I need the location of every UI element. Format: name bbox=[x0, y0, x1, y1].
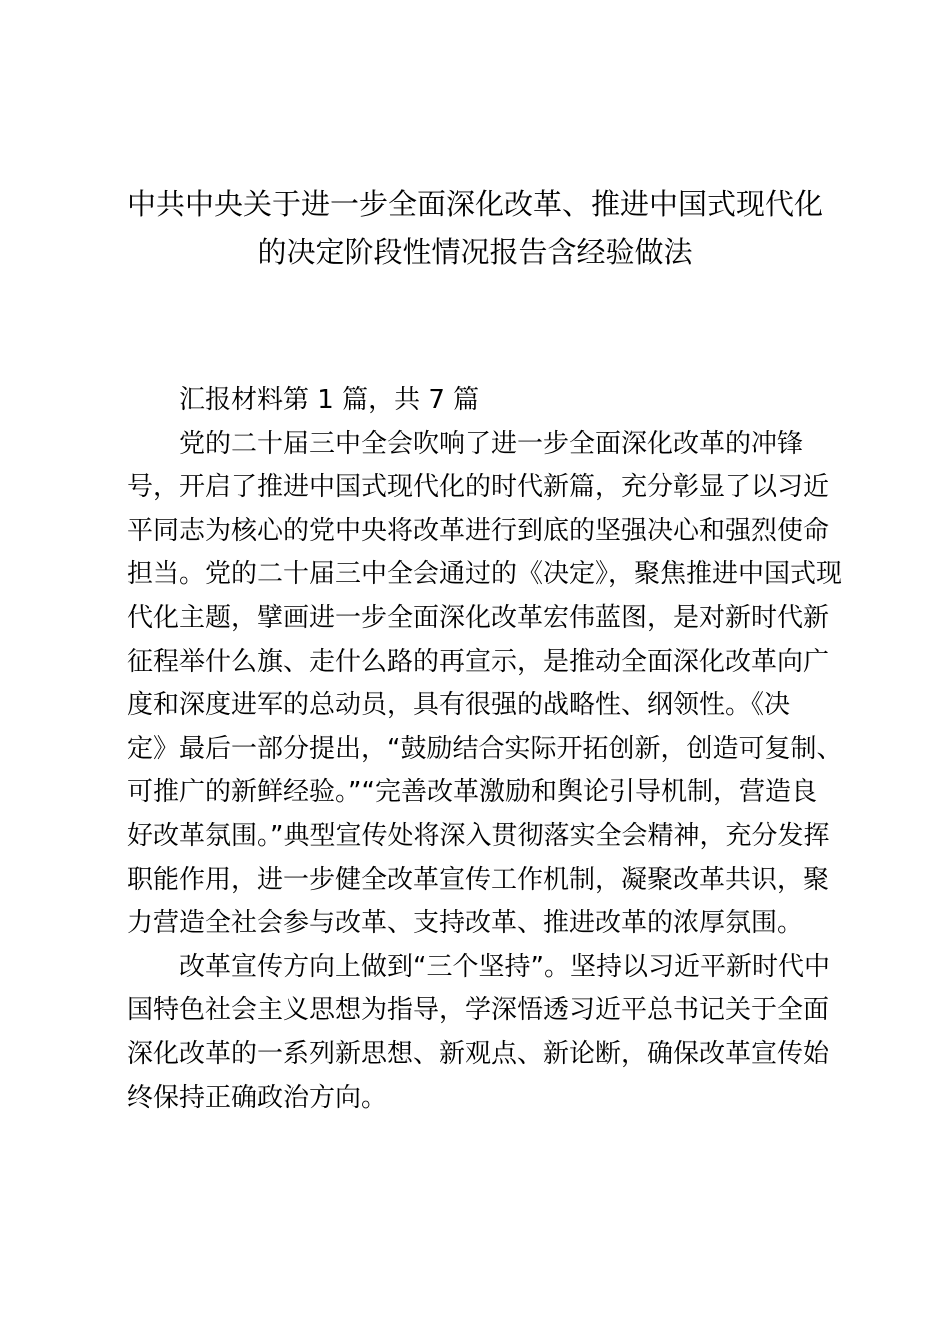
paragraph-line: 度和深度进军的总动员，具有很强的战略性、纲领性。《决 bbox=[127, 690, 791, 721]
paragraph-line: 可推广的新鲜经验。”“完善改革激励和舆论引导机制，营造良 bbox=[127, 777, 817, 808]
document-subtitle: 汇报材料第 1 篇，共 7 篇 bbox=[179, 385, 480, 415]
paragraph-line: 力营造全社会参与改革、支持改革、推进改革的浓厚氛围。 bbox=[127, 908, 804, 939]
title-line-2: 的决定阶段性情况报告含经验做法 bbox=[257, 235, 693, 269]
paragraph-line: 深化改革的一系列新思想、新观点、新论断，确保改革宣传始 bbox=[127, 1038, 830, 1069]
paragraph-line: 担当。党的二十届三中全会通过的《决定》，聚焦推进中国式现 bbox=[127, 559, 843, 590]
paragraph-1 bbox=[127, 423, 843, 946]
paragraph-line: 职能作用，进一步健全改革宣传工作机制，凝聚改革共识，聚 bbox=[127, 864, 830, 895]
document-body bbox=[127, 379, 843, 1120]
paragraph-line: 平同志为核心的党中央将改革进行到底的坚强决心和强烈使命 bbox=[127, 515, 830, 546]
paragraph-line: 改革宣传方向上做到“三个坚持”。坚持以习近平新时代中 bbox=[179, 951, 830, 982]
paragraph-line: 征程举什么旗、走什么路的再宣示，是推动全面深化改革向广 bbox=[127, 646, 830, 677]
title-line-1: 中共中央关于进一步全面深化改革、推进中国式现代化 bbox=[126, 187, 823, 221]
paragraph-line: 号，开启了推进中国式现代化的时代新篇，充分彰显了以习近 bbox=[127, 472, 830, 503]
paragraph-line: 好改革氛围。”典型宣传处将深入贯彻落实全会精神，充分发挥 bbox=[127, 820, 830, 851]
document-title bbox=[100, 180, 850, 276]
paragraph-line: 终保持正确政治方向。 bbox=[127, 1082, 388, 1113]
paragraph-2 bbox=[127, 946, 832, 1120]
paragraph-line: 定》最后一部分提出，“鼓励结合实际开拓创新，创造可复制、 bbox=[127, 733, 843, 764]
paragraph-line: 党的二十届三中全会吹响了进一步全面深化改革的冲锋 bbox=[179, 428, 804, 459]
paragraph-line: 国特色社会主义思想为指导，学深悟透习近平总书记关于全面 bbox=[127, 995, 830, 1026]
paragraph-line: 代化主题，擘画进一步全面深化改革宏伟蓝图，是对新时代新 bbox=[127, 602, 830, 633]
